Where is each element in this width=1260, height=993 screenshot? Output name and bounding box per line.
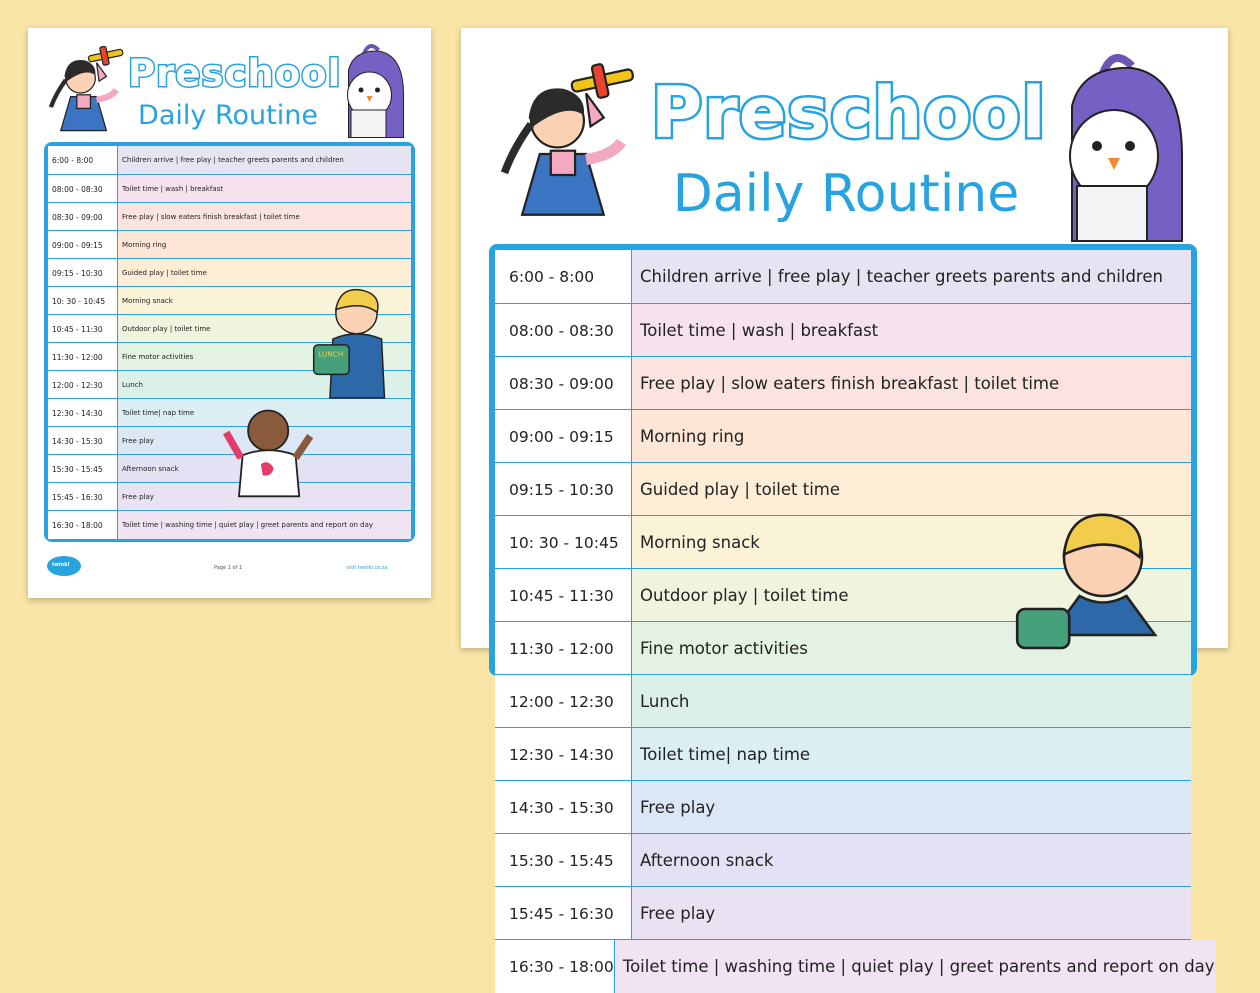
table-row (495, 356, 1191, 410)
time-cell: 12:00 - 12:30 (48, 371, 118, 399)
activity-cell: Toilet time| nap time (632, 728, 1191, 781)
time-cell: 14:30 - 15:30 (48, 427, 118, 455)
boy-with-lunchbox-icon (310, 280, 400, 398)
activity-cell: Free play (118, 427, 411, 455)
time-cell: 08:00 - 08:30 (48, 175, 118, 203)
table-row (495, 674, 1191, 728)
time-cell: 12:30 - 14:30 (48, 399, 118, 427)
girl-with-airplane-icon (42, 38, 132, 143)
time-cell: 12:30 - 14:30 (495, 728, 632, 781)
activity-cell: Free play | slow eaters finish breakfast | toilet time (632, 357, 1191, 410)
table-row (48, 174, 411, 203)
footer-page: Page 1 of 1 (214, 565, 243, 571)
activity-cell: Fine motor activities (118, 343, 411, 371)
activity-cell: Morning ring (632, 410, 1191, 463)
time-cell: 11:30 - 12:00 (495, 622, 632, 675)
lunchbox-text: LUNCH (318, 349, 344, 359)
activity-cell: Free play (118, 483, 411, 511)
table-row (495, 833, 1191, 887)
table-row (495, 409, 1191, 463)
activity-cell: Outdoor play | toilet time (118, 315, 411, 343)
time-cell: 12:00 - 12:30 (495, 675, 632, 728)
activity-cell: Toilet time | washing time | quiet play | greet parents and report on day (118, 511, 411, 539)
time-cell: 10:45 - 11:30 (495, 569, 632, 622)
table-row (495, 303, 1191, 357)
time-cell: 15:30 - 15:45 (48, 455, 118, 483)
table-row (48, 230, 411, 259)
time-cell: 16:30 - 18:00 (495, 940, 615, 993)
time-cell: 14:30 - 15:30 (495, 781, 632, 834)
activity-cell: Free play (632, 887, 1191, 940)
activity-cell: Free play (632, 781, 1191, 834)
time-cell: 09:00 - 09:15 (495, 410, 632, 463)
table-row (495, 250, 1191, 303)
time-cell: 6:00 - 8:00 (48, 146, 118, 174)
table-row (495, 780, 1191, 834)
activity-cell: Lunch (632, 675, 1191, 728)
footer-logo: twinkl (52, 562, 70, 568)
activity-cell: Toilet time | wash | breakfast (118, 175, 411, 203)
time-cell: 16:30 - 18:00 (48, 511, 118, 539)
table-row (48, 146, 411, 174)
table-row (48, 202, 411, 231)
activity-cell: Toilet time | washing time | quiet play | greet parents and report on day (615, 940, 1215, 993)
activity-cell: Children arrive | free play | teacher greets parents and children (632, 250, 1191, 303)
time-cell: 08:30 - 09:00 (48, 203, 118, 231)
activity-cell: Toilet time | wash | breakfast (632, 304, 1191, 357)
time-cell: 10: 30 - 10:45 (48, 287, 118, 315)
time-cell: 09:00 - 09:15 (48, 231, 118, 259)
time-cell: 08:00 - 08:30 (495, 304, 632, 357)
time-cell: 08:30 - 09:00 (495, 357, 632, 410)
activity-cell: Lunch (118, 371, 411, 399)
activity-cell: Guided play | toilet time (632, 463, 1191, 516)
activity-cell: Outdoor play | toilet time (632, 569, 1191, 622)
footer-site: visit twinkl.co.za (346, 565, 388, 571)
page-title-line1: Preschool (651, 72, 1047, 154)
time-cell: 15:30 - 15:45 (495, 834, 632, 887)
time-cell: 6:00 - 8:00 (495, 250, 632, 303)
time-cell: 10: 30 - 10:45 (495, 516, 632, 569)
time-cell: 10:45 - 11:30 (48, 315, 118, 343)
time-cell: 15:45 - 16:30 (495, 887, 632, 940)
activity-cell: Children arrive | free play | teacher greets parents and children (118, 146, 411, 174)
time-cell: 09:15 - 10:30 (495, 463, 632, 516)
table-row (495, 727, 1191, 781)
activity-cell: Afternoon snack (118, 455, 411, 483)
page-title-line1: Preschool (128, 52, 342, 95)
activity-cell: Morning ring (118, 231, 411, 259)
time-cell: 15:45 - 16:30 (48, 483, 118, 511)
table-row (495, 939, 1215, 993)
activity-cell: Guided play | toilet time (118, 259, 411, 287)
time-cell: 11:30 - 12:00 (48, 343, 118, 371)
page-title-line2: Daily Routine (138, 100, 318, 131)
table-row (495, 886, 1191, 940)
activity-cell: Toilet time| nap time (118, 399, 411, 427)
penguin-backpack-icon (326, 40, 416, 140)
page-title-line2: Daily Routine (672, 164, 1020, 224)
girl-with-airplane-icon (489, 48, 649, 238)
table-row (48, 510, 411, 539)
activity-cell: Morning snack (118, 287, 411, 315)
activity-cell: Afternoon snack (632, 834, 1191, 887)
activity-cell: Free play | slow eaters finish breakfast | toilet time (118, 203, 411, 231)
penguin-backpack-icon (1037, 46, 1197, 246)
boy-with-paint-icon (215, 405, 325, 510)
boy-with-lunchbox-icon (1000, 505, 1180, 635)
activity-cell: Morning snack (632, 516, 1191, 569)
time-cell: 09:15 - 10:30 (48, 259, 118, 287)
activity-cell: Fine motor activities (632, 622, 1191, 675)
